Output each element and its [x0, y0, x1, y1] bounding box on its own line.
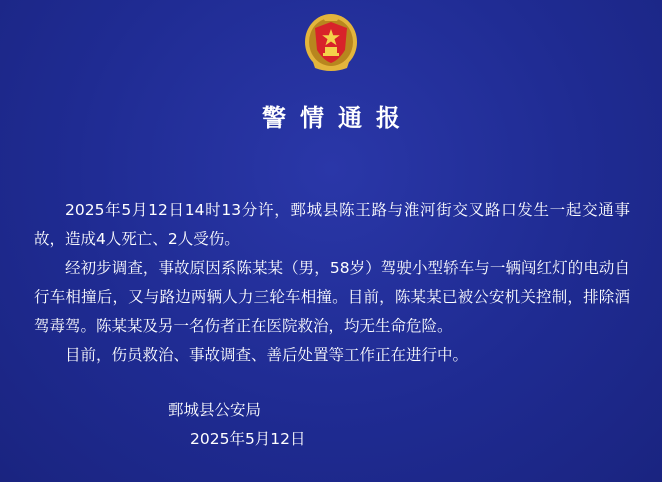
signature-block	[168, 396, 306, 454]
issuer-name: 鄄城县公安局	[168, 401, 262, 419]
issue-date: 2025年5月12日	[190, 430, 306, 448]
paragraph-3: 目前，伤员救治、事故调查、善后处置等工作正在进行中。	[65, 346, 469, 364]
paragraph-2: 经初步调查，事故原因系陈某某（男，58岁）驾驶小型轿车与一辆闯红灯的电动自行车相撞后，又与路边两辆人力三轮车相撞。目前，陈某某已被公安机关控制，排除酒驾毒驾。陈某某及另一名伤者正在医院救治，均无生命危险。	[34, 259, 630, 335]
page-title: 警情通报	[262, 104, 414, 132]
notice-body	[34, 196, 630, 370]
police-emblem-icon	[303, 12, 359, 72]
paragraph-1: 2025年5月12日14时13分许，鄄城县陈王路与淮河街交叉路口发生一起交通事故，造成4人死亡、2人受伤。	[34, 201, 630, 248]
